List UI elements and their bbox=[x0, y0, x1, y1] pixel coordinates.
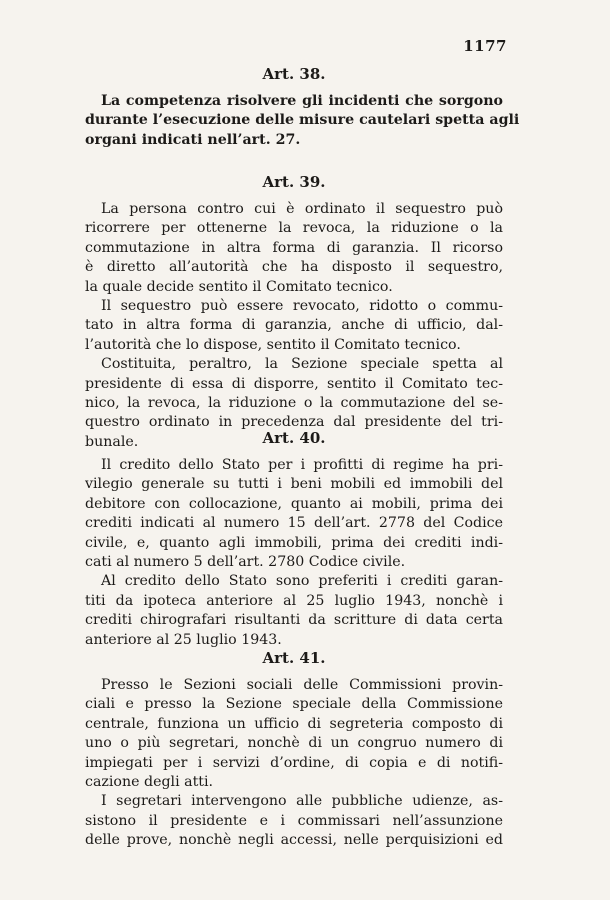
text-line: delle prove, nonchè negli accessi, nelle perquisizioni ed bbox=[85, 832, 503, 849]
text-line: centrale, funziona un ufficio di segreteria composto di bbox=[85, 715, 503, 732]
article-paragraph bbox=[85, 792, 503, 850]
text-line: I segretari intervengono alle pubbliche udienze, as- bbox=[101, 793, 503, 810]
text-line: civile, e, quanto agli immobili, prima dei crediti indi- bbox=[85, 534, 503, 551]
text-line: La persona contro cui è ordinato il sequestro può bbox=[101, 201, 503, 217]
article-38 bbox=[85, 64, 520, 150]
text-line: titi da ipoteca anteriore al 25 luglio 1943, nonchè i bbox=[85, 592, 503, 609]
text-line: durante l’esecuzione delle misure cautelari spetta agli bbox=[85, 112, 520, 129]
text-line: cazione degli atti. bbox=[85, 774, 214, 791]
text-line: crediti chirografari risultanti da scritture di data certa bbox=[85, 612, 503, 629]
text-line: Costituita, peraltro, la Sezione speciale spetta al bbox=[101, 356, 503, 373]
page-number: 1177 bbox=[463, 37, 507, 55]
article-title: Art. 39. bbox=[262, 173, 326, 191]
article-paragraph bbox=[85, 676, 503, 792]
article-title: Art. 38. bbox=[262, 65, 326, 83]
article-paragraph bbox=[85, 297, 503, 355]
text-line: commutazione in altra forma di garanzia. Il ricorso bbox=[85, 239, 503, 256]
text-line: sistono il presidente e i commissari nell’assunzione bbox=[85, 812, 503, 829]
text-line: bunale. bbox=[85, 433, 139, 450]
text-line: La competenza risolvere gli incidenti che sorgono bbox=[101, 93, 503, 109]
text-line: ciali e presso la Sezione speciale della Commissione bbox=[85, 696, 503, 713]
article-39 bbox=[85, 172, 503, 452]
text-line: Al credito dello Stato sono preferiti i crediti garan- bbox=[101, 573, 503, 590]
article-40 bbox=[85, 428, 503, 650]
text-line: organi indicati nell’art. 27. bbox=[85, 131, 301, 148]
text-line: questro ordinato in precedenza dal presidente del tri- bbox=[85, 414, 503, 431]
text-line: presidente di essa di disporre, sentito il Comitato tec- bbox=[85, 375, 503, 392]
text-line: impiegati per i servizi d’ordine, di copia e di notifi- bbox=[85, 754, 503, 771]
article-41 bbox=[85, 648, 503, 851]
text-line: tato in altra forma di garanzia, anche di ufficio, dal- bbox=[85, 317, 503, 334]
article-paragraph bbox=[85, 456, 503, 572]
article-paragraph bbox=[85, 200, 503, 297]
text-line: è diretto all’autorità che ha disposto il sequestro, bbox=[85, 259, 503, 276]
text-line: Il credito dello Stato per i profitti di regime ha pri- bbox=[101, 457, 503, 473]
text-line: Il sequestro può essere revocato, ridotto o commu- bbox=[101, 298, 503, 315]
article-paragraph bbox=[85, 92, 520, 150]
article-title: Art. 41. bbox=[262, 649, 326, 667]
text-line: ricorrere per ottenerne la revoca, la riduzione o la bbox=[85, 220, 503, 237]
text-line: Presso le Sezioni sociali delle Commissioni provin- bbox=[101, 677, 503, 693]
article-title: Art. 40. bbox=[262, 429, 326, 447]
text-line: nico, la revoca, la riduzione o la commutazione del se- bbox=[85, 395, 503, 412]
text-line: vilegio generale su tutti i beni mobili ed immobili del bbox=[85, 476, 503, 493]
text-line: l’autorità che lo dispose, sentito il Comitato tecnico. bbox=[85, 336, 461, 353]
text-line: uno o più segretari, nonchè di un congruo numero di bbox=[85, 735, 503, 752]
text-line: crediti indicati al numero 15 dell’art. 2778 del Codice bbox=[85, 515, 503, 532]
text-line: cati al numero 5 dell’art. 2780 Codice civile. bbox=[85, 554, 406, 571]
text-line: anteriore al 25 luglio 1943. bbox=[85, 631, 282, 648]
article-paragraph bbox=[85, 572, 503, 650]
text-line: la quale decide sentito il Comitato tecnico. bbox=[85, 278, 393, 295]
text-line: debitore con collocazione, quanto ai mobili, prima dei bbox=[85, 495, 503, 512]
